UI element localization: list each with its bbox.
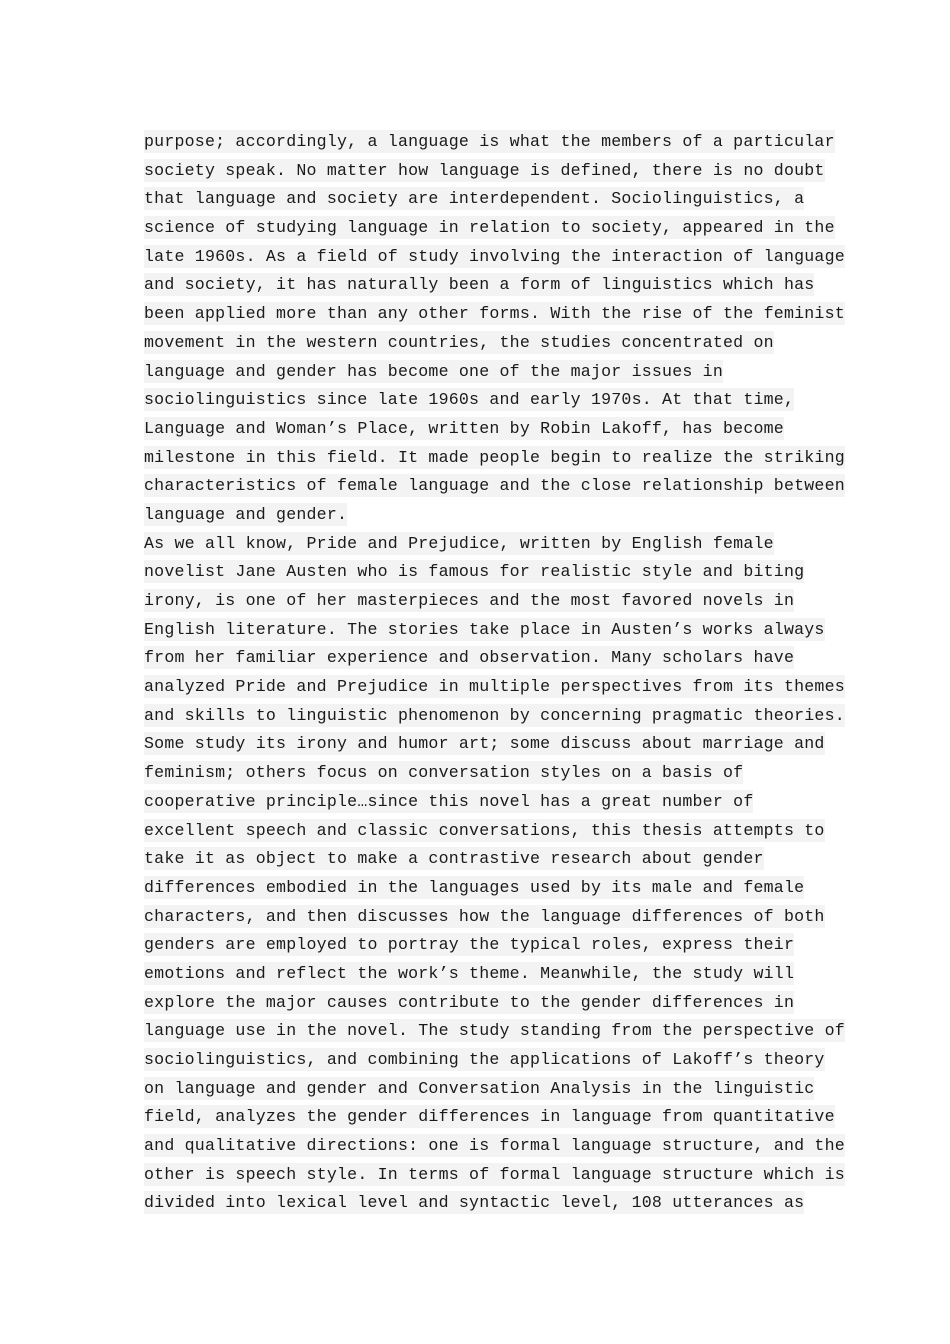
text-line xyxy=(144,1189,814,1218)
text-line-content: irony, is one of her masterpieces and the most favored novels in xyxy=(144,591,795,610)
text-line xyxy=(144,903,825,932)
text-line-content: language and gender. xyxy=(144,504,348,524)
text-line-content: language use in the novel. The study standing from the perspective of xyxy=(144,1021,845,1041)
text-line-content: explore the major causes contribute to the gender differences in xyxy=(144,992,795,1012)
text-line xyxy=(144,759,814,788)
text-line-content: and society, it has naturally been a form of linguistics which has xyxy=(144,275,815,295)
text-line xyxy=(144,1046,825,1075)
text-line xyxy=(144,300,845,329)
text-line xyxy=(144,1075,814,1104)
text-line xyxy=(144,1017,845,1046)
text-line-content: society speak. No matter how language is defined, there is no doubt xyxy=(144,160,825,180)
text-line-content: movement in the western countries, the studies concentrated on xyxy=(144,332,774,352)
text-line xyxy=(144,874,814,903)
text-line-content: novelist Jane Austen who is famous for realistic style and biting xyxy=(144,562,805,582)
text-line xyxy=(144,702,845,731)
text-line-content: been applied more than any other forms. With the rise of the feminist xyxy=(144,304,845,324)
text-line-content: differences embodied in the languages used by its male and female xyxy=(144,877,805,897)
text-line-content: from her familiar experience and observation. Many scholars have xyxy=(144,648,795,668)
text-line xyxy=(144,817,825,846)
text-line xyxy=(144,444,845,473)
text-line-content: emotions and reflect the work’s theme. Meanwhile, the study will xyxy=(144,963,795,983)
text-line xyxy=(144,128,835,157)
text-line xyxy=(144,730,825,759)
body-text xyxy=(144,128,845,1218)
text-line xyxy=(144,185,814,214)
text-line-content: science of studying language in relation to society, appeared in the xyxy=(144,218,835,238)
text-line xyxy=(144,989,814,1018)
text-line-content: and qualitative directions: one is formal language structure, and the xyxy=(144,1136,845,1156)
text-line xyxy=(144,358,814,387)
text-line-content: analyzed Pride and Prejudice in multiple perspectives from its themes xyxy=(144,677,845,697)
text-line-content: field, analyzes the gender differences in language from quantitative xyxy=(144,1107,835,1127)
text-line xyxy=(144,616,825,645)
text-line xyxy=(144,1132,845,1161)
text-line-content: characteristics of female language and the close relationship between xyxy=(144,476,845,496)
text-line-content: on language and gender and Conversation Analysis in the linguistic xyxy=(144,1078,815,1098)
text-line xyxy=(144,673,845,702)
text-line-content: excellent speech and classic conversations, this thesis attempts to xyxy=(144,820,825,840)
text-line-content: Language and Woman’s Place, written by Robin Lakoff, has become xyxy=(144,418,784,438)
text-line-content: and skills to linguistic phenomenon by concerning pragmatic theories. xyxy=(144,705,845,725)
text-line xyxy=(144,243,845,272)
text-line xyxy=(144,501,814,530)
text-line xyxy=(144,845,814,874)
text-line xyxy=(144,644,814,673)
text-line-content: characters, and then discusses how the language differences of both xyxy=(144,906,825,926)
text-line xyxy=(144,329,814,358)
text-line-content: language and gender has become one of the major issues in xyxy=(144,361,723,381)
text-line-content: feminism; others focus on conversation styles on a basis of xyxy=(144,763,744,783)
text-line xyxy=(144,157,825,186)
text-line xyxy=(144,931,814,960)
text-line-content: take it as object to make a contrastive research about gender xyxy=(144,849,764,869)
text-line-content: other is speech style. In terms of formal language structure which is xyxy=(144,1164,845,1184)
text-line xyxy=(144,530,814,559)
text-line-content: that language and society are interdependent. Sociolinguistics, a xyxy=(144,189,805,209)
text-line-content: milestone in this field. It made people begin to realize the striking xyxy=(144,447,845,467)
text-line-content: English literature. The stories take place in Austen’s works always xyxy=(144,619,825,639)
text-line xyxy=(144,472,845,501)
text-line-content: cooperative principle…since this novel has a great number of xyxy=(144,791,754,811)
text-line xyxy=(144,960,814,989)
text-line xyxy=(144,214,835,243)
text-line-content: divided into lexical level and syntactic level, 108 utterances as xyxy=(144,1193,805,1213)
text-line-content: purpose; accordingly, a language is what the members of a particular xyxy=(144,132,835,151)
text-line xyxy=(144,587,814,616)
text-line-content: sociolinguistics, and combining the applications of Lakoff’s theory xyxy=(144,1050,825,1069)
text-line xyxy=(144,386,814,415)
text-line xyxy=(144,1103,835,1132)
text-line-content: As we all know, Pride and Prejudice, written by English female xyxy=(144,533,774,553)
text-line xyxy=(144,271,814,300)
text-line xyxy=(144,558,814,587)
text-line xyxy=(144,1161,845,1190)
text-line-content: Some study its irony and humor art; some discuss about marriage and xyxy=(144,734,825,754)
text-line xyxy=(144,788,814,817)
text-line-content: sociolinguistics since late 1960s and early 1970s. At that time, xyxy=(144,390,795,410)
text-line xyxy=(144,415,814,444)
text-line-content: late 1960s. As a field of study involving the interaction of language xyxy=(144,246,845,266)
text-line-content: genders are employed to portray the typical roles, express their xyxy=(144,935,795,955)
